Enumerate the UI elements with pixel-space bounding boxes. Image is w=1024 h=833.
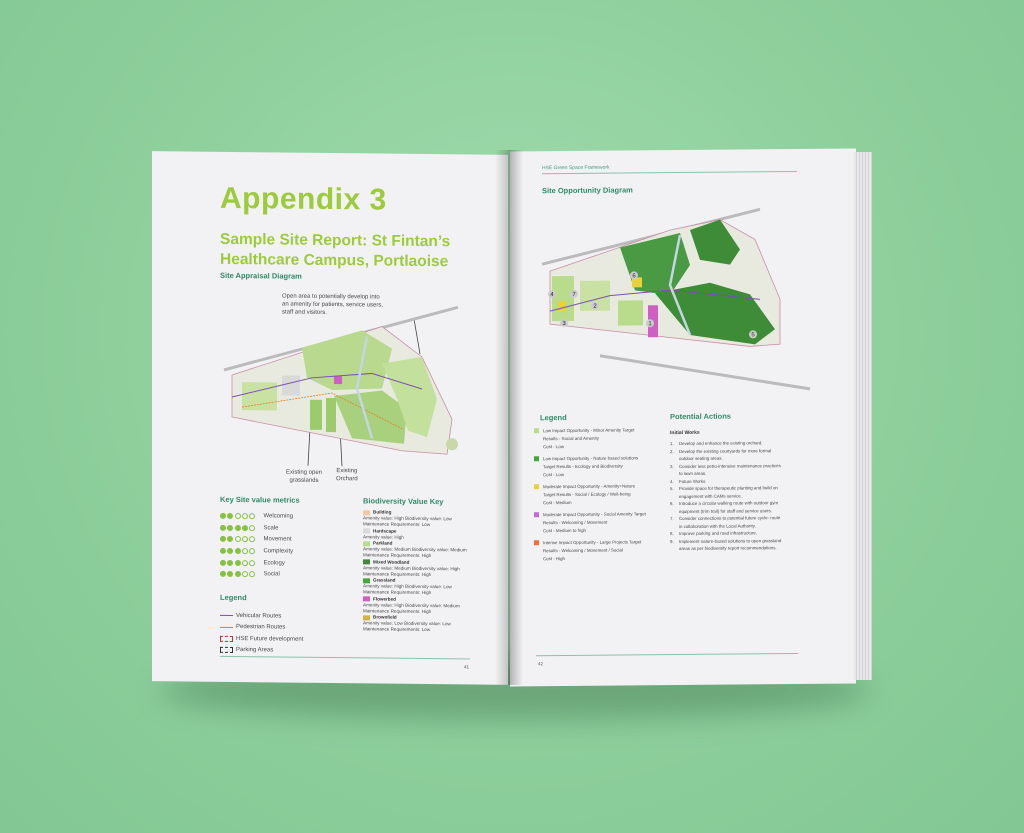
footer-rule (220, 656, 470, 660)
biodiversity-detail: Amenity value: High Biodiversity value: Low (363, 583, 452, 590)
metric-dot (242, 560, 248, 566)
action-item (670, 536, 805, 552)
footer-rule (536, 653, 798, 656)
metric-dot (242, 513, 248, 519)
biodiversity-name-text: Grassland (373, 577, 396, 583)
biodiversity-detail: Maintenance Requirements: High (363, 607, 432, 614)
opportunity-swatch (534, 512, 539, 517)
action-text (679, 462, 781, 478)
road-line (600, 354, 810, 391)
metric-dot (242, 571, 248, 577)
biodiversity-swatch (363, 510, 370, 515)
metric-row (220, 522, 293, 534)
action-line: Develop the existing courtyards for more formal (679, 447, 772, 454)
action-line: Implement nature-based solutions to open grassland (679, 537, 782, 544)
metric-dot (249, 560, 255, 566)
action-line: Future Works (679, 478, 706, 484)
biodiversity-swatch (363, 596, 370, 601)
grassland-strip (310, 400, 322, 430)
metric-dot (220, 524, 226, 530)
opportunity-legend-item (534, 426, 649, 451)
biodiversity-name-text: Flowerbed (373, 595, 396, 602)
metric-label: Welcoming (263, 513, 294, 520)
metric-label: Ecology (263, 559, 285, 567)
biodiversity-key (363, 509, 503, 634)
opportunity-legend-item (534, 482, 649, 507)
metric-dot (220, 559, 226, 565)
legend-label: Pedestrian Routes (236, 624, 286, 631)
action-number: 3. (670, 463, 674, 469)
metric-dot (220, 548, 226, 554)
annotation-orchard (336, 467, 358, 483)
opportunity-legend-line: Intense Impact Opportunity - Large Projects Target (543, 539, 642, 546)
biodiversity-name-text: Hardscape (373, 527, 397, 534)
page-number-left: 41 (464, 664, 470, 670)
right-page (510, 148, 856, 686)
legend-label: Vehicular Routes (236, 612, 282, 620)
biodiversity-name-text: Mixed Woodland (373, 558, 410, 565)
metric-dot (235, 548, 241, 554)
action-line: engagement with CAMs service. (679, 492, 742, 499)
biodiversity-detail: Maintenance Requirements: Low (363, 626, 431, 633)
action-line: to lawn areas. (679, 470, 707, 477)
grassland-strip (326, 398, 336, 432)
site-appraisal-heading: Site Appraisal Diagram (220, 270, 302, 281)
metric-dot (227, 536, 233, 542)
metric-dot (220, 536, 226, 542)
potential-actions (670, 429, 805, 553)
action-item (670, 484, 805, 500)
biodiversity-detail: Amenity value: High Biodiversity value: Low (363, 515, 452, 522)
annotation-open-area-line: an amenity for patients, service users, (282, 301, 384, 309)
biodiversity-detail: Amenity value: High Biodiversity value: Medium (363, 601, 460, 608)
biodiversity-item (363, 509, 503, 528)
opportunity-legend-line: Cost - Medium (543, 499, 572, 506)
opportunity-legend-line: Low Impact Opportunity - Minor Amenity Target (543, 427, 635, 434)
action-text (679, 484, 778, 500)
action-number: 6. (670, 501, 674, 507)
opportunity-legend (534, 426, 649, 567)
action-item (670, 499, 805, 515)
metric-dot (235, 560, 241, 566)
metrics-list (220, 510, 293, 581)
map-marker-label: 3 (562, 321, 566, 328)
biodiversity-item (363, 540, 503, 559)
opportunity-legend-text (543, 510, 646, 535)
opportunity-swatch (534, 484, 539, 489)
opportunity-legend-text (543, 482, 635, 507)
biodiversity-item (363, 596, 503, 615)
opportunity-legend-line: Results - Welcoming / Movement (543, 519, 608, 526)
action-item (670, 461, 805, 477)
left-page (152, 151, 508, 685)
legend-label: HSE Future development (236, 635, 304, 643)
biodiversity-detail: Amenity value: Medium Biodiversity value: Medium (363, 546, 467, 553)
legend-heading: Legend (220, 592, 247, 603)
opportunity-legend-item (534, 454, 649, 479)
metric-label: Scale (263, 524, 279, 531)
annotation-open-area-line: staff and visitors. (282, 309, 327, 316)
biodiversity-name-text: Brownfield (373, 614, 397, 620)
metric-dot (220, 571, 226, 577)
opportunity-legend-line: Moderate Impact Opportunity - Amenity+Nature (543, 483, 636, 490)
annotation-grasslands-line: Existing open (286, 469, 323, 476)
annotation-orchard-line: Existing (336, 468, 358, 475)
opportunity-legend-text (543, 426, 634, 451)
opportunity-legend-text (543, 454, 638, 479)
biodiversity-item (363, 577, 503, 596)
annotation-leader (308, 428, 310, 466)
action-number: 8. (670, 531, 674, 537)
action-item (670, 514, 805, 530)
biodiversity-detail: Maintenance Requirements: High (363, 570, 432, 577)
legend-symbol (220, 636, 233, 642)
metric-dot (235, 525, 241, 531)
metric-row (220, 568, 293, 580)
metric-dot (235, 513, 241, 519)
legend-item (220, 644, 303, 656)
metric-dot (249, 513, 255, 519)
metric-dot (227, 513, 233, 519)
map-marker-label: 7 (572, 291, 576, 298)
metric-dot (227, 560, 233, 566)
biodiversity-detail: Amenity value: Low Biodiversity value: Low (363, 620, 451, 627)
site-opportunity-map (540, 204, 820, 396)
opportunity-legend-text (543, 538, 641, 563)
annotation-orchard-line: Orchard (336, 476, 358, 483)
biodiversity-name-text: Parkland (373, 540, 393, 546)
action-number: 4. (670, 478, 674, 484)
biodiversity-detail: Maintenance Requirements: High (363, 589, 432, 596)
map-marker-label: 2 (593, 303, 597, 310)
biodiversity-item (363, 559, 503, 578)
opportunity-legend-line: Cost - Low (543, 444, 564, 450)
action-line: Provide space for therapeutic planting and build on (679, 485, 778, 492)
metric-dot (242, 525, 248, 531)
subtitle-line-2: Healthcare Campus, Portlaoise (220, 250, 449, 271)
running-header: HSE Green Space Framework (542, 164, 610, 172)
opportunity-legend-line: Low Impact Opportunity - Nature based solutions (543, 455, 639, 462)
metric-row (220, 533, 293, 545)
header-rule (542, 171, 797, 174)
biodiversity-detail: Maintenance Requirements: Low (363, 521, 431, 528)
metric-row (220, 510, 293, 522)
biodiversity-name-text: Building (373, 509, 392, 515)
opportunity-legend-item (534, 510, 649, 535)
action-number: 9. (670, 538, 674, 544)
appendix-title: Appendix 3 (220, 181, 387, 217)
biodiversity-swatch (363, 578, 370, 583)
metric-label: Movement (263, 536, 292, 543)
opportunity-legend-line: Cost - High (543, 556, 565, 562)
biodiversity-heading: Biodiversity Value Key (363, 496, 444, 507)
annotation-leader (414, 319, 420, 354)
action-line: equipment (trim trail) for staff and service users. (679, 507, 772, 514)
action-text (679, 499, 778, 515)
biodiversity-swatch (363, 615, 370, 620)
metric-row (220, 557, 293, 569)
metric-dot (235, 536, 241, 542)
metric-dot (220, 513, 226, 519)
initial-works-heading: Initial Works (670, 429, 700, 437)
biodiversity-item (363, 614, 503, 633)
action-text (679, 514, 780, 530)
amenity-nature-opportunity (558, 301, 566, 311)
legend-item (220, 633, 303, 645)
action-line: outdoor seating areas. (679, 455, 723, 462)
opportunity-swatch (534, 456, 539, 461)
action-number: 2. (670, 448, 674, 454)
action-number: 5. (670, 486, 674, 492)
opportunity-legend-line: Cost - Medium to high (543, 527, 586, 534)
subtitle-line-1: Sample Site Report: St Fintan’s (220, 230, 451, 251)
metric-dot (235, 571, 241, 577)
action-number: 1. (670, 441, 674, 447)
legend-symbol (220, 615, 233, 616)
action-line: Improve parking and road infrastructure. (679, 530, 758, 537)
biodiversity-detail: Amenity value: Medium Biodiversity value: High (363, 564, 460, 571)
legend-item (220, 610, 303, 622)
opportunity-legend-item (534, 538, 649, 563)
action-number: 7. (670, 516, 674, 522)
action-line: in collaboration with the Local Authority. (679, 522, 756, 529)
metrics-heading: Key Site value metrics (220, 494, 300, 505)
map-marker-label: 1 (648, 321, 652, 328)
biodiversity-detail: Amenity value: High (363, 533, 404, 540)
opportunity-legend-line: Cost - Low (543, 472, 564, 478)
action-line: Consider less petro-intensive maintenance practices (679, 462, 781, 469)
biodiversity-item (363, 528, 503, 541)
map-marker-label: 4 (550, 292, 554, 299)
page-number-right: 42 (538, 661, 544, 667)
opportunity-heading: Site Opportunity Diagram (542, 185, 633, 196)
action-item (670, 446, 805, 462)
legend-symbol (220, 627, 233, 628)
actions-list (670, 439, 805, 553)
map-marker-label: 5 (751, 332, 755, 339)
courtyard-area (242, 382, 277, 410)
opportunity-legend-line: Target Results - Ecology and Biodiversity (543, 463, 623, 470)
metric-dot (249, 548, 255, 554)
potential-actions-heading: Potential Actions (670, 411, 731, 422)
biodiversity-swatch (363, 559, 370, 564)
opportunity-legend-line: Results - Social and Amenity (543, 435, 599, 442)
annotation-grasslands-line: grasslands (289, 477, 319, 484)
legend-item (220, 621, 303, 633)
action-line: Consider connections to potential future cycle- route (679, 515, 781, 522)
parkland-opportunity (552, 276, 574, 321)
legend-symbol (220, 647, 233, 653)
legend-label: Parking Areas (236, 647, 274, 654)
action-text (679, 447, 771, 463)
metric-dot (242, 548, 248, 554)
parkland-opportunity (618, 300, 643, 325)
metric-dot (249, 536, 255, 542)
opportunity-swatch (534, 428, 539, 433)
annotation-grasslands (286, 469, 322, 485)
action-line: areas as per biodiversity report recommendations. (679, 545, 777, 552)
action-line: Introduce a circular walking route with outdoor gym (679, 500, 779, 507)
metric-dot (227, 524, 233, 530)
report-subtitle (220, 230, 490, 273)
legend-list (220, 610, 303, 657)
map-marker-label: 6 (632, 273, 636, 280)
action-text (679, 537, 781, 553)
building-block (282, 375, 300, 395)
page-edges (854, 152, 872, 680)
opportunity-legend-line: Results - Welcoming / Movement / Social (543, 547, 623, 554)
metric-dot (227, 548, 233, 554)
opportunity-legend-line: Target Results - Social / Ecology / Well-being (543, 491, 631, 498)
metric-dot (249, 571, 255, 577)
metric-dot (242, 536, 248, 542)
metric-label: Social (263, 571, 280, 578)
annotation-open-area-line: Open area to potentially develop into (282, 293, 380, 301)
metric-label: Complexity (263, 548, 294, 555)
book-spine (495, 150, 523, 685)
biodiversity-swatch (363, 528, 370, 533)
biodiversity-swatch (363, 541, 370, 546)
flowerbed-area (334, 376, 342, 384)
opportunity-legend-heading: Legend (540, 413, 567, 423)
biodiversity-detail: Maintenance Requirements: High (363, 552, 432, 559)
metric-row (220, 545, 293, 557)
action-line: Develop and enhance the existing orchard. (679, 440, 763, 447)
metric-dot (249, 525, 255, 531)
opportunity-legend-line: Moderate Impact Opportunity - Social Amenity Target (543, 511, 646, 518)
opportunity-swatch (534, 540, 539, 545)
metric-dot (227, 571, 233, 577)
